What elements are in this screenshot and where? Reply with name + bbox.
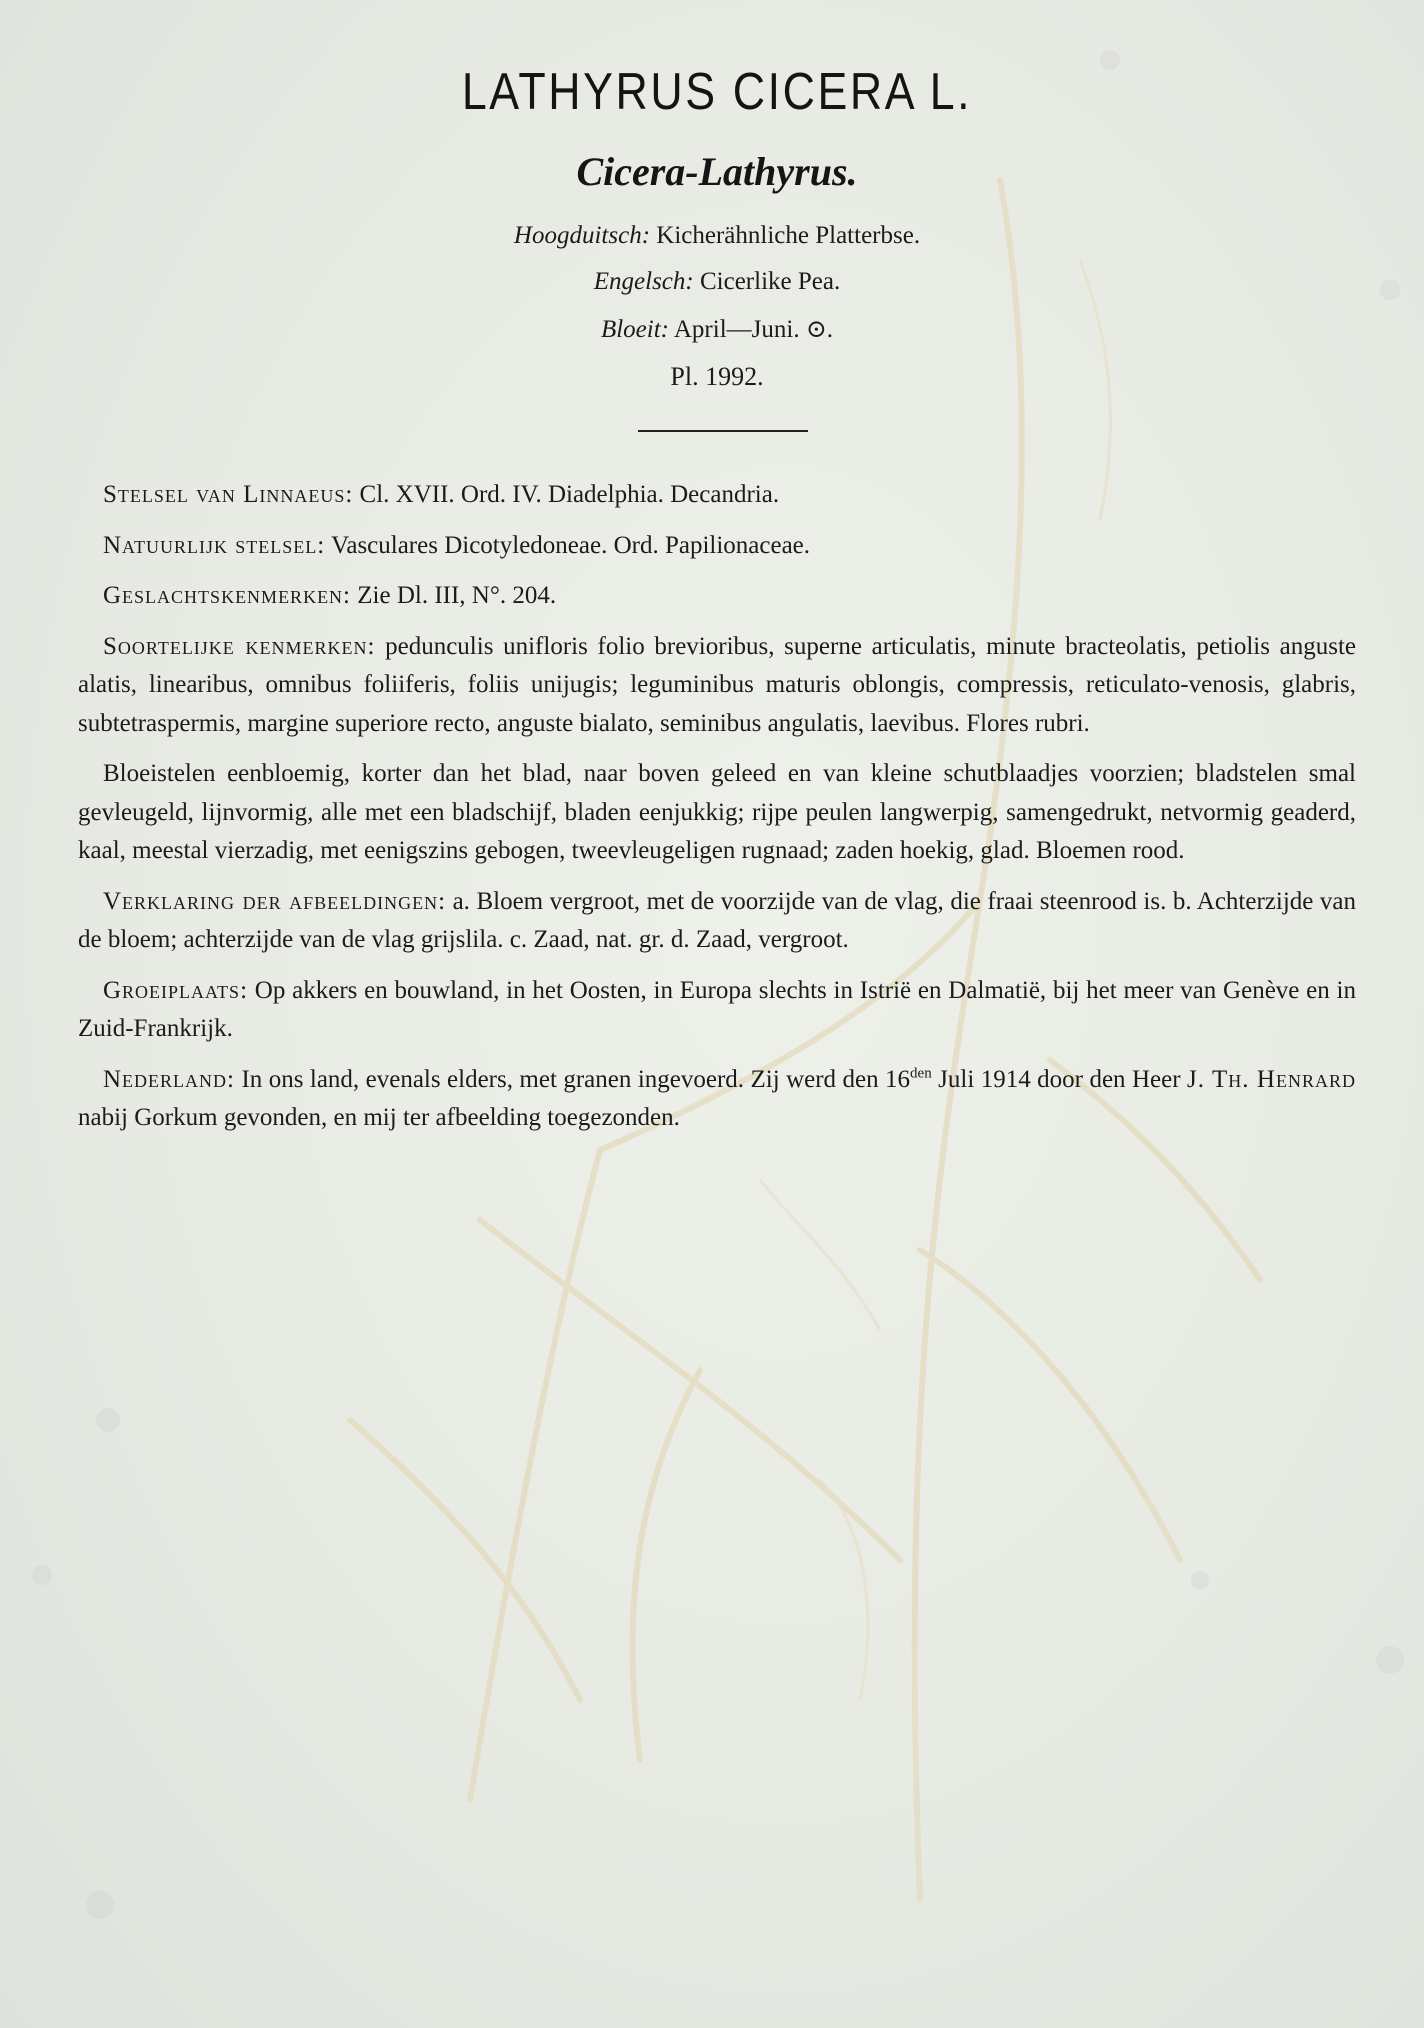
- section-text: nabij Gorkum gevonden, en mij ter afbeelding toegezonden.: [78, 1104, 680, 1131]
- section-text: a. Bloem vergroot, met de voorzijde van de vlag, die fraai steenrood is. b. Achterzijde van de bloem; achterzijde van de vlag grijslila. c. Zaad, nat. gr. d. Zaad, vergroot.: [78, 887, 1357, 953]
- meta-german-label: Hoogduitsch:: [513, 222, 651, 249]
- section-label: Soortelijke kenmerken:: [103, 632, 376, 660]
- document-body: [78, 476, 1356, 1150]
- section-habitat: [78, 972, 1356, 1049]
- title-divider: [638, 430, 808, 432]
- page-title: LATHYRUS CICERA L.: [461, 63, 973, 121]
- section-description-dutch: [78, 755, 1356, 871]
- section-text: In ons land, evenals elders, met granen ingevoerd. Zij werd den 16: [241, 1065, 911, 1093]
- meta-english-label: Engelsch:: [593, 268, 694, 295]
- section-label: Stelsel van Linnaeus:: [103, 481, 354, 508]
- plate-number: Pl. 1992.: [670, 362, 764, 391]
- meta-german-name: [78, 222, 1356, 250]
- meta-flowering-value: April—Juni. ⊙.: [673, 316, 834, 343]
- meta-flowering-label: Bloeit:: [600, 316, 669, 343]
- section-linnaeus: [78, 476, 1356, 515]
- section-text: Op akkers en bouwland, in het Oosten, in Europa slechts in Istrië en Dalmatië, bij het meer van Genève en in Zuid-Frankrijk.: [78, 976, 1356, 1042]
- section-text: Juli 1914 door den Heer: [931, 1065, 1187, 1093]
- section-natural-system: [78, 527, 1356, 566]
- section-text: Bloeistelen eenbloemig, korter dan het blad, naar boven geleed en van kleine schutblaadjes voorzien; bladstelen smal gevleugeld, lijnvormig, alle met een bladschijf, bladen eenjukkig; rijpe peulen langwerpig, samengedrukt, netvormig geaderd, kaal, meestal vierzadig, met eenigszins gebogen, tweevleugeligen rugnaad; zaden hoekig, glad. Bloemen rood.: [78, 760, 1356, 864]
- date-superscript: den: [910, 1065, 932, 1082]
- meta-english-name: [78, 268, 1356, 296]
- section-text: Vasculares Dicotyledoneae. Ord. Papilionaceae.: [331, 531, 811, 559]
- collector-name: J. Th. Henrard: [1187, 1065, 1356, 1093]
- section-figure-explanation: [78, 883, 1356, 960]
- section-label: Verklaring der afbeeldingen:: [103, 887, 447, 915]
- section-text: Zie Dl. III, N°. 204.: [357, 582, 557, 609]
- section-label: Groeiplaats:: [103, 976, 249, 1004]
- section-label: Nederland:: [103, 1065, 235, 1093]
- section-label: Natuurlijk stelsel:: [103, 531, 326, 559]
- page-subtitle: Cicera-Lathyrus.: [576, 149, 858, 194]
- section-species-characters: [78, 628, 1356, 744]
- section-netherlands: [78, 1061, 1356, 1138]
- meta-english-value: Cicerlike Pea.: [699, 268, 841, 295]
- section-genus-characters: [78, 577, 1356, 616]
- meta-flowering: [78, 314, 1356, 344]
- section-label: Geslachtskenmerken:: [103, 582, 352, 609]
- section-text: pedunculis unifloris folio brevioribus, superne articulatis, minute bracteolatis, petiolis anguste alatis, linearibus, omnibus foliiferis, foliis unijugis; leguminibus maturis oblongis, compressis, reticulato-venosis, glabris, subtetraspermis, margine superiore recto, anguste bialato, seminibus angulatis, laevibus. Flores rubri.: [78, 632, 1356, 737]
- section-text: Cl. XVII. Ord. IV. Diadelphia. Decandria.: [359, 481, 780, 508]
- meta-german-value: Kicherähnliche Platterbse.: [656, 222, 921, 249]
